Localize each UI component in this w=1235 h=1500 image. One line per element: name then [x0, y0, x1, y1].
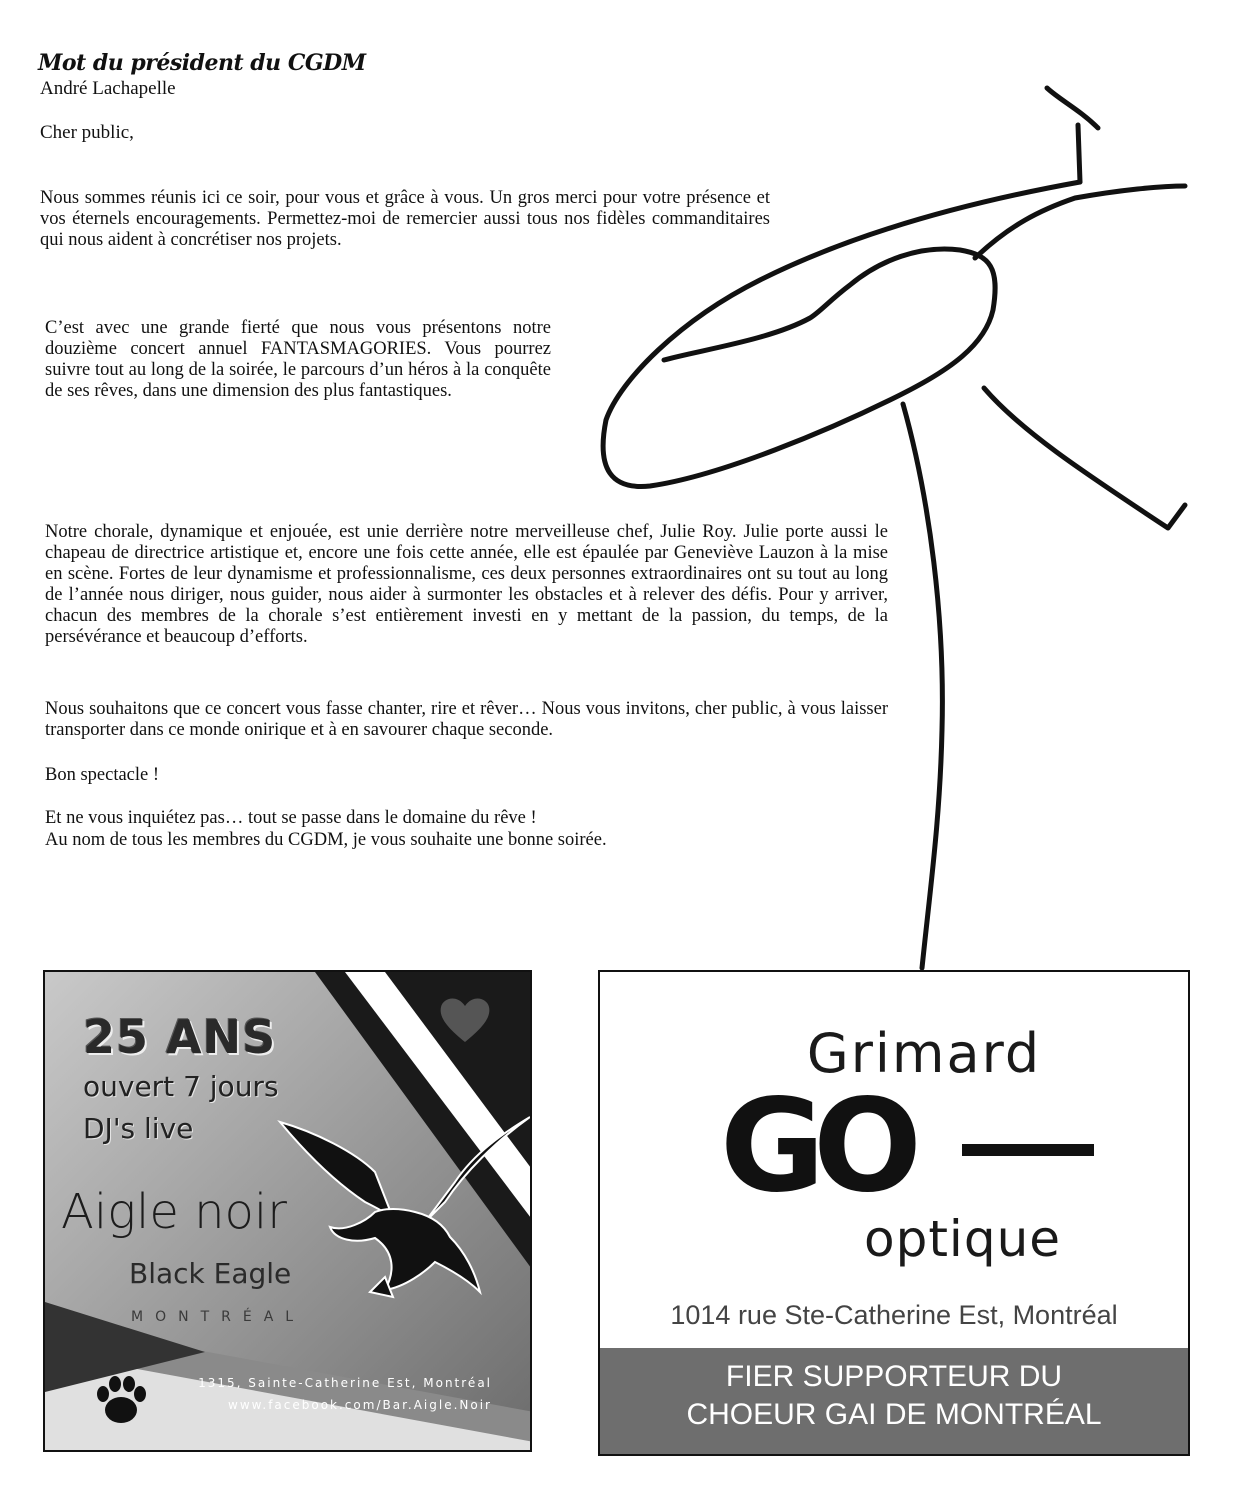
letter-heading: Mot du président du CGDM — [38, 50, 366, 76]
letter-paragraph: Nous souhaitons que ce concert vous fasse chanter, rire et rêver… Nous vous invitons, cher public, à vous laisser transporter dans ce monde onirique et à en savourer chaque seconde. — [45, 699, 888, 740]
paw-icon — [93, 1372, 149, 1428]
letter-salutation: Cher public, — [40, 122, 134, 143]
ad1-years: 25 ANS — [83, 1010, 277, 1064]
ad2-brand-name: Grimard — [806, 1022, 1042, 1085]
ad1-address: 1315, Sainte-Catherine Est, Montréal — [198, 1376, 492, 1390]
ad2-logo-dash — [962, 1144, 1094, 1156]
ad2-banner-line1: FIER SUPPORTEUR DU — [725, 1360, 1063, 1393]
ad1-name-b: noir — [194, 1184, 287, 1240]
ad1-name-a: Aigle — [61, 1184, 179, 1240]
eagle-icon — [275, 1112, 532, 1302]
letter-paragraph: Nous sommes réunis ici ce soir, pour vous et grâce à vous. Un gros merci pour votre présence et vos éternels encouragements. Permettez-moi de remercier aussi tous nos fidèles commanditaires qui nous aident à concrétiser nos projets. — [40, 188, 770, 250]
letter-paragraph: C’est avec une grande fierté que nous vous présentons notre douzième concert annuel FANTASMAGORIES. Vous pourrez suivre tout au long de la soirée, le parcours d’un héros à la conquête de ses rêves, dans une dimension des plus fantastiques. — [45, 318, 551, 401]
letter-author: André Lachapelle — [40, 78, 176, 99]
ad2-address: 1014 rue Ste-Catherine Est, Montréal — [670, 1300, 1118, 1330]
ad1-open-days: ouvert 7 jours — [83, 1070, 279, 1103]
letter-paragraph: Notre chorale, dynamique et enjouée, est unie derrière notre merveilleuse chef, Julie Roy. Julie porte aussi le chapeau de directrice artistique et, encore une fois cette année, elle est épaulée par Geneviève Lauzon à la mise en scène. Fortes de leur dynamisme et professionnalisme, ces deux personnes extraordinaires ont su tout au long de l’année nous diriger, nous guider, nous aider à surmonter les obstacles et à relever des défis. Pour y arriver, chacun des membres de la chorale s’est entièrement investi en y mettant de la passion, du temps, de la persévérance et beaucoup d’efforts. — [45, 522, 888, 647]
ad2-optique: optique — [864, 1210, 1062, 1268]
ad1-website: www.facebook.com/Bar.Aigle.Noir — [228, 1398, 492, 1412]
ad1-bar-name — [61, 1184, 287, 1240]
ad-grimard-optique — [598, 970, 1190, 1456]
ad1-city: MONTRÉAL — [131, 1309, 306, 1325]
ad1-dj-live: DJ's live — [83, 1112, 194, 1145]
heart-icon — [437, 994, 493, 1044]
letter-closing: Et ne vous inquiétez pas… tout se passe dans le domaine du rêve ! — [45, 808, 537, 828]
ad1-subtitle: Black Eagle — [129, 1257, 292, 1290]
letter-signoff: Au nom de tous les membres du CGDM, je vous souhaite une bonne soirée. — [45, 830, 607, 850]
letter-closing: Bon spectacle ! — [45, 765, 160, 785]
ad2-go-logo: GO — [720, 1072, 910, 1221]
ad-aigle-noir — [43, 970, 532, 1452]
ad2-banner-line2: CHOEUR GAI DE MONTRÉAL — [686, 1398, 1102, 1431]
